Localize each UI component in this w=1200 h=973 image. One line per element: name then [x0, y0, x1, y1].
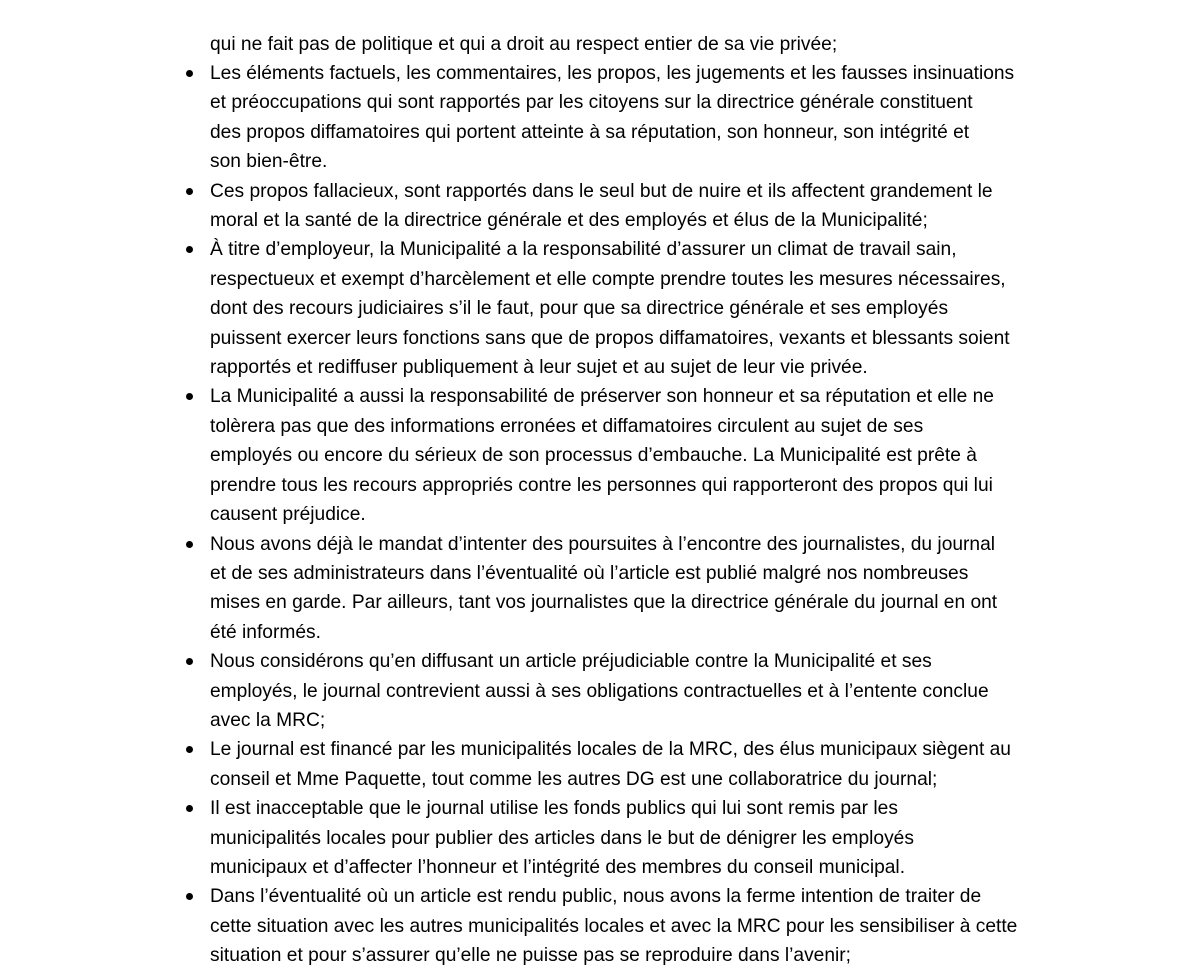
list-item	[210, 647, 1070, 735]
bullet-text-line: prendre tous les recours appropriés contre les personnes qui rapporteront des propos qui lui	[210, 474, 993, 496]
bullet-text-line: Il est inacceptable que le journal utilise les fonds publics qui lui sont remis par les	[210, 798, 898, 820]
bullet-text-line: rapportés et rediffuser publiquement à leur sujet et au sujet de leur vie privée.	[210, 357, 868, 379]
bullet-text-line: dont des recours judiciaires s’il le faut, pour que sa directrice générale et ses employés	[210, 298, 949, 320]
bullet-text-line: moral et la santé de la directrice générale et des employés et élus de la Municipalité;	[210, 210, 928, 232]
bullet-text-line: et de ses administrateurs dans l’éventualité où l’article est publié malgré nos nombreuses	[210, 562, 969, 584]
bullet-text-line: avec la MRC;	[210, 709, 326, 731]
bullet-text-line: mises en garde. Par ailleurs, tant vos journalistes que la directrice générale du journal en ont	[210, 592, 998, 614]
intro-line: qui ne fait pas de politique et qui a droit au respect entier de sa vie privée;	[210, 34, 838, 55]
bullet-text-line: des propos diffamatoires qui portent atteinte à sa réputation, son honneur, son intégrité et	[210, 121, 970, 143]
bullet-text-line: Nous considérons qu’en diffusant un article préjudiciable contre la Municipalité et ses	[210, 651, 932, 673]
list-item	[210, 735, 1070, 794]
list-item	[210, 794, 1070, 882]
bullet-dot-icon	[186, 188, 193, 195]
bullet-text-line: été informés.	[210, 621, 321, 643]
bullet-text-line: puissent exercer leurs fonctions sans que de propos diffamatoires, vexants et blessants soient	[210, 327, 1010, 349]
bullet-text-line: situation et pour s’assurer qu’elle ne puisse pas se reproduire dans l’avenir;	[210, 945, 852, 967]
bullet-dot-icon	[186, 746, 193, 753]
list-item	[210, 382, 1070, 529]
bullet-text-line: conseil et Mme Paquette, tout comme les autres DG est une collaboratrice du journal;	[210, 768, 938, 790]
list-item	[210, 235, 1070, 382]
bullet-text-line: La Municipalité a aussi la responsabilité de préserver son honneur et sa réputation et elle ne	[210, 386, 994, 408]
bullet-text-line: employés ou encore du sérieux de son processus d’embauche. La Municipalité est prête à	[210, 445, 977, 467]
bullet-text-line: employés, le journal contrevient aussi à ses obligations contractuelles et à l’entente conclue	[210, 680, 989, 702]
bullet-dot-icon	[186, 893, 193, 900]
bullet-text-line: causent préjudice.	[210, 504, 366, 526]
bullet-text-line: municipalités locales pour publier des articles dans le but de dénigrer les employés	[210, 827, 914, 849]
bullet-text-line: Le journal est financé par les municipalités locales de la MRC, des élus municipaux siègent au	[210, 739, 1011, 761]
bullet-text-line: et préoccupations qui sont rapportés par les citoyens sur la directrice générale constituent	[210, 92, 973, 114]
bullet-list	[210, 59, 1070, 971]
bullet-text-line: Nous avons déjà le mandat d’intenter des poursuites à l’encontre des journalistes, du journal	[210, 533, 996, 555]
list-item	[210, 177, 1070, 236]
bullet-text-line: Ces propos fallacieux, sont rapportés dans le seul but de nuire et ils affectent grandement le	[210, 180, 993, 202]
bullet-text-line: Les éléments factuels, les commentaires, les propos, les jugements et les fausses insinuations	[210, 63, 1015, 84]
bullet-dot-icon	[186, 805, 193, 812]
bullet-text-line: son bien-être.	[210, 151, 328, 173]
list-item	[210, 59, 1070, 177]
list-item	[210, 530, 1070, 648]
bullet-text-line: municipaux et d’affecter l’honneur et l’intégrité des membres du conseil municipal.	[210, 856, 906, 878]
bullet-text-line: Dans l’éventualité où un article est rendu public, nous avons la ferme intention de traiter de	[210, 886, 982, 908]
bullet-text-line: tolèrera pas que des informations erronées et diffamatoires circulent au sujet de ses	[210, 415, 924, 437]
bullet-dot-icon	[186, 246, 193, 253]
bullet-dot-icon	[186, 541, 193, 548]
bullet-text-line: À titre d’employeur, la Municipalité a la responsabilité d’assurer un climat de travail sain,	[210, 239, 957, 261]
bullet-text-line: cette situation avec les autres municipalités locales et avec la MRC pour les sensibiliser à cette	[210, 915, 1018, 937]
bullet-dot-icon	[186, 658, 193, 665]
bullet-dot-icon	[186, 393, 193, 400]
list-item	[210, 882, 1070, 970]
bullet-text-line: respectueux et exempt d’harcèlement et elle compte prendre toutes les mesures nécessaires,	[210, 268, 1006, 290]
bullet-dot-icon	[186, 70, 193, 77]
